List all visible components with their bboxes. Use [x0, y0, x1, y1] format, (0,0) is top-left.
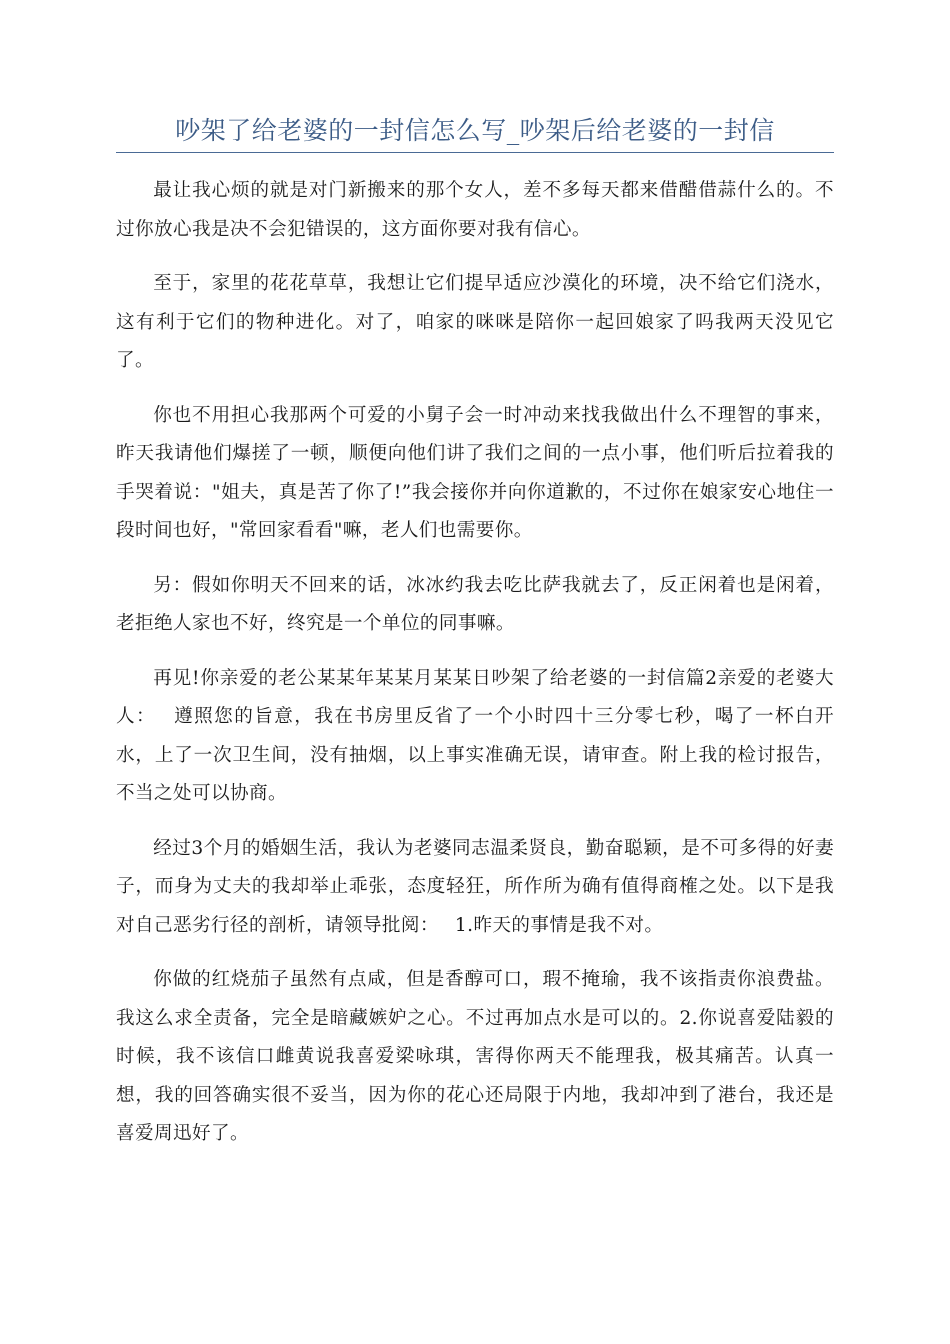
paragraph: 经过3个月的婚姻生活，我认为老婆同志温柔贤良，勤奋聪颖，是不可多得的好妻子，而身为丈夫的我却举止乖张，态度轻狂，所作所为确有值得商榷之处。以下是我对自己恶劣行径的剖析，请领导批阅： 1.昨天的事情是我不对。 [116, 837, 834, 936]
paragraph: 你也不用担心我那两个可爱的小舅子会一时冲动来找我做出什么不理智的事来，昨天我请他们爆搓了一顿，顺便向他们讲了我们之间的一点小事，他们听后拉着我的手哭着说："姐夫，真是苦了你了!”我会接你并向你道歉的，不过你在娘家安心地住一段时间也好，"常回家看看"嘛，老人们也需要你。 [116, 404, 834, 541]
paragraph: 至于，家里的花花草草，我想让它们提早适应沙漠化的环境，决不给它们浇水，这有利于它们的物种进化。对了，咱家的咪咪是陪你一起回娘家了吗我两天没见它了。 [116, 273, 834, 371]
paragraph: 另：假如你明天不回来的话，冰冰约我去吃比萨我就去了，反正闲着也是闲着，老拒绝人家也不好，终究是一个单位的同事嘛。 [116, 574, 834, 634]
title-block [116, 114, 834, 153]
paragraph: 再见!你亲爱的老公某某年某某月某某日吵架了给老婆的一封信篇2亲爱的老婆大人： 遵照您的旨意，我在书房里反省了一个小时四十三分零七秒，喝了一杯白开水，上了一次卫生间，没有抽烟，以上事实准确无误，请审查。附上我的检讨报告，不当之处可以协商。 [116, 667, 834, 804]
letter-body [116, 172, 834, 1170]
page-title: 吵架了给老婆的一封信怎么写_吵架后给老婆的一封信 [175, 116, 775, 145]
paragraph: 你做的红烧茄子虽然有点咸，但是香醇可口，瑕不掩瑜，我不该指责你浪费盐。我这么求全责备，完全是暗藏嫉妒之心。不过再加点水是可以的。2.你说喜爱陆毅的时候，我不该信口雌黄说我喜爱梁咏琪，害得你两天不能理我，极其痛苦。认真一想，我的回答确实很不妥当，因为你的花心还局限于内地，我却冲到了港台，我还是喜爱周迅好了。 [116, 969, 834, 1144]
paragraph: 最让我心烦的就是对门新搬来的那个女人，差不多每天都来借醋借蒜什么的。不过你放心我是决不会犯错误的，这方面你要对我有信心。 [116, 180, 834, 240]
